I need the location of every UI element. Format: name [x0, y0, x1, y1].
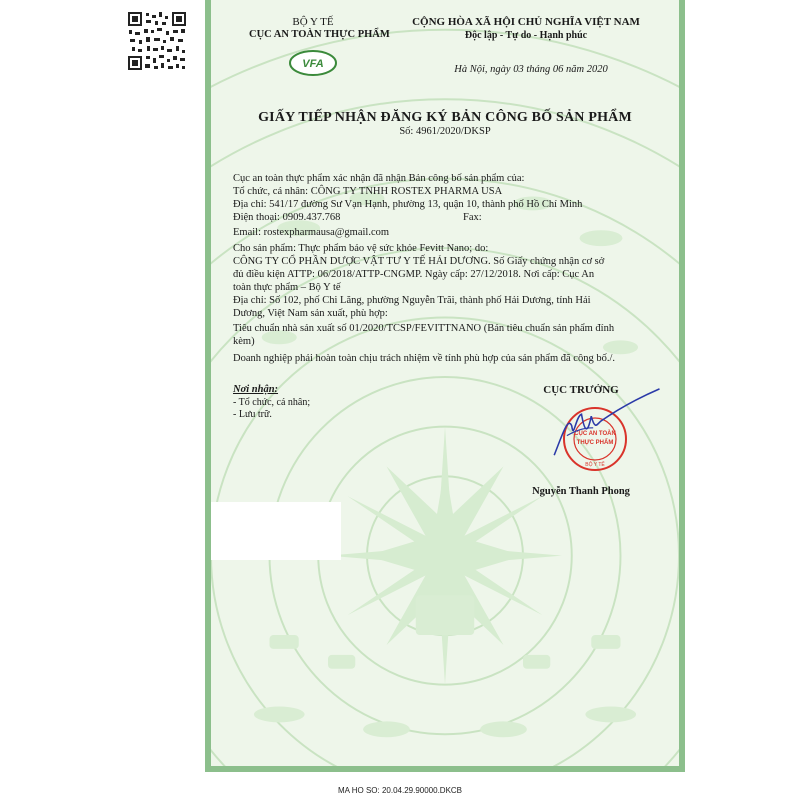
svg-text:CỤC AN TOÀN: CỤC AN TOÀN: [574, 431, 616, 437]
signatory-title: CỤC TRƯỞNG: [543, 384, 619, 396]
recipients-title: Nơi nhận:: [233, 384, 279, 395]
svg-text:BỘ Y TẾ: BỘ Y TẾ: [585, 462, 605, 468]
recipient-item: - Tổ chức, cá nhân;: [233, 397, 311, 408]
body-line-5: Email: rostexpharmausa@gmail.com: [233, 227, 390, 238]
recipient-item: - Lưu trữ.: [233, 409, 272, 420]
document-number: Số: 4961/2020/DKSP: [399, 126, 491, 137]
svg-text:VFA: VFA: [302, 58, 324, 70]
body-line-10: Địa chỉ: Số 102, phố Chi Lăng, phường Nguyễn Trãi, thành phố Hải Dương, tỉnh Hải: [233, 295, 591, 306]
ministry-name: BỘ Y TẾ: [292, 16, 334, 28]
body-line-12: Tiêu chuẩn nhà sản xuất số 01/2020/TCSP/FEVITTNANO (Bản tiêu chuẩn sản phẩm đính: [233, 323, 615, 334]
dossier-code: MA HO SO: 20.04.29.90000.DKCB: [337, 786, 463, 795]
body-line-4: Điện thoại: 0909.437.768: [233, 212, 341, 223]
vfa-logo: [289, 50, 337, 76]
document-title: GIẤY TIẾP NHẬN ĐĂNG KÝ BẢN CÔNG BỐ SẢN PHẨM: [258, 110, 632, 125]
qr-code: [126, 10, 188, 72]
svg-text:THỰC PHẨM: THỰC PHẨM: [576, 440, 614, 446]
body-line-6: Cho sản phẩm: Thực phẩm bảo vệ sức khỏe Fevitt Nano; do:: [233, 243, 489, 254]
signatory-name: Nguyễn Thanh Phong: [532, 486, 630, 497]
certificate-page: [205, 0, 685, 772]
body-line-3: Địa chỉ: 541/17 đường Sư Vạn Hạnh, phường 13, quận 10, thành phố Hồ Chí Minh: [233, 199, 583, 210]
body-line-2: Tổ chức, cá nhân: CÔNG TY TNHH ROSTEX PHARMA USA: [233, 186, 503, 197]
body-line-8: đủ điều kiện ATTP: 06/2018/ATTP-CNGMP. Ngày cấp: 27/12/2018. Nơi cấp: Cục An: [233, 269, 595, 280]
fax-label: Fax:: [463, 212, 482, 223]
department-name: CỤC AN TOÀN THỰC PHẨM: [249, 29, 390, 40]
issue-date: Hà Nội, ngày 03 tháng 06 năm 2020: [454, 64, 608, 75]
official-stamp: [561, 405, 629, 473]
national-motto: Độc lập - Tự do - Hạnh phúc: [464, 30, 588, 41]
redaction-block: [209, 502, 341, 560]
country-name: CỘNG HÒA XÃ HỘI CHỦ NGHĨA VIỆT NAM: [412, 16, 640, 28]
body-line-7: CÔNG TY CỔ PHẦN DƯỢC VẬT TƯ Y TẾ HẢI DƯƠNG. Số Giấy chứng nhận cơ sở: [233, 256, 605, 267]
body-line-9: toàn thực phẩm – Bộ Y tế: [233, 282, 341, 293]
body-line-11: Dương, Việt Nam sản xuất, phù hợp:: [233, 308, 388, 319]
body-line-1: Cục an toàn thực phẩm xác nhận đã nhận Bản công bố sản phẩm của:: [233, 173, 525, 184]
body-line-13: kèm): [233, 336, 255, 347]
body-line-14: Doanh nghiệp phải hoàn toàn chịu trách nhiệm về tính phù hợp của sản phẩm đã công bố./.: [233, 353, 615, 364]
